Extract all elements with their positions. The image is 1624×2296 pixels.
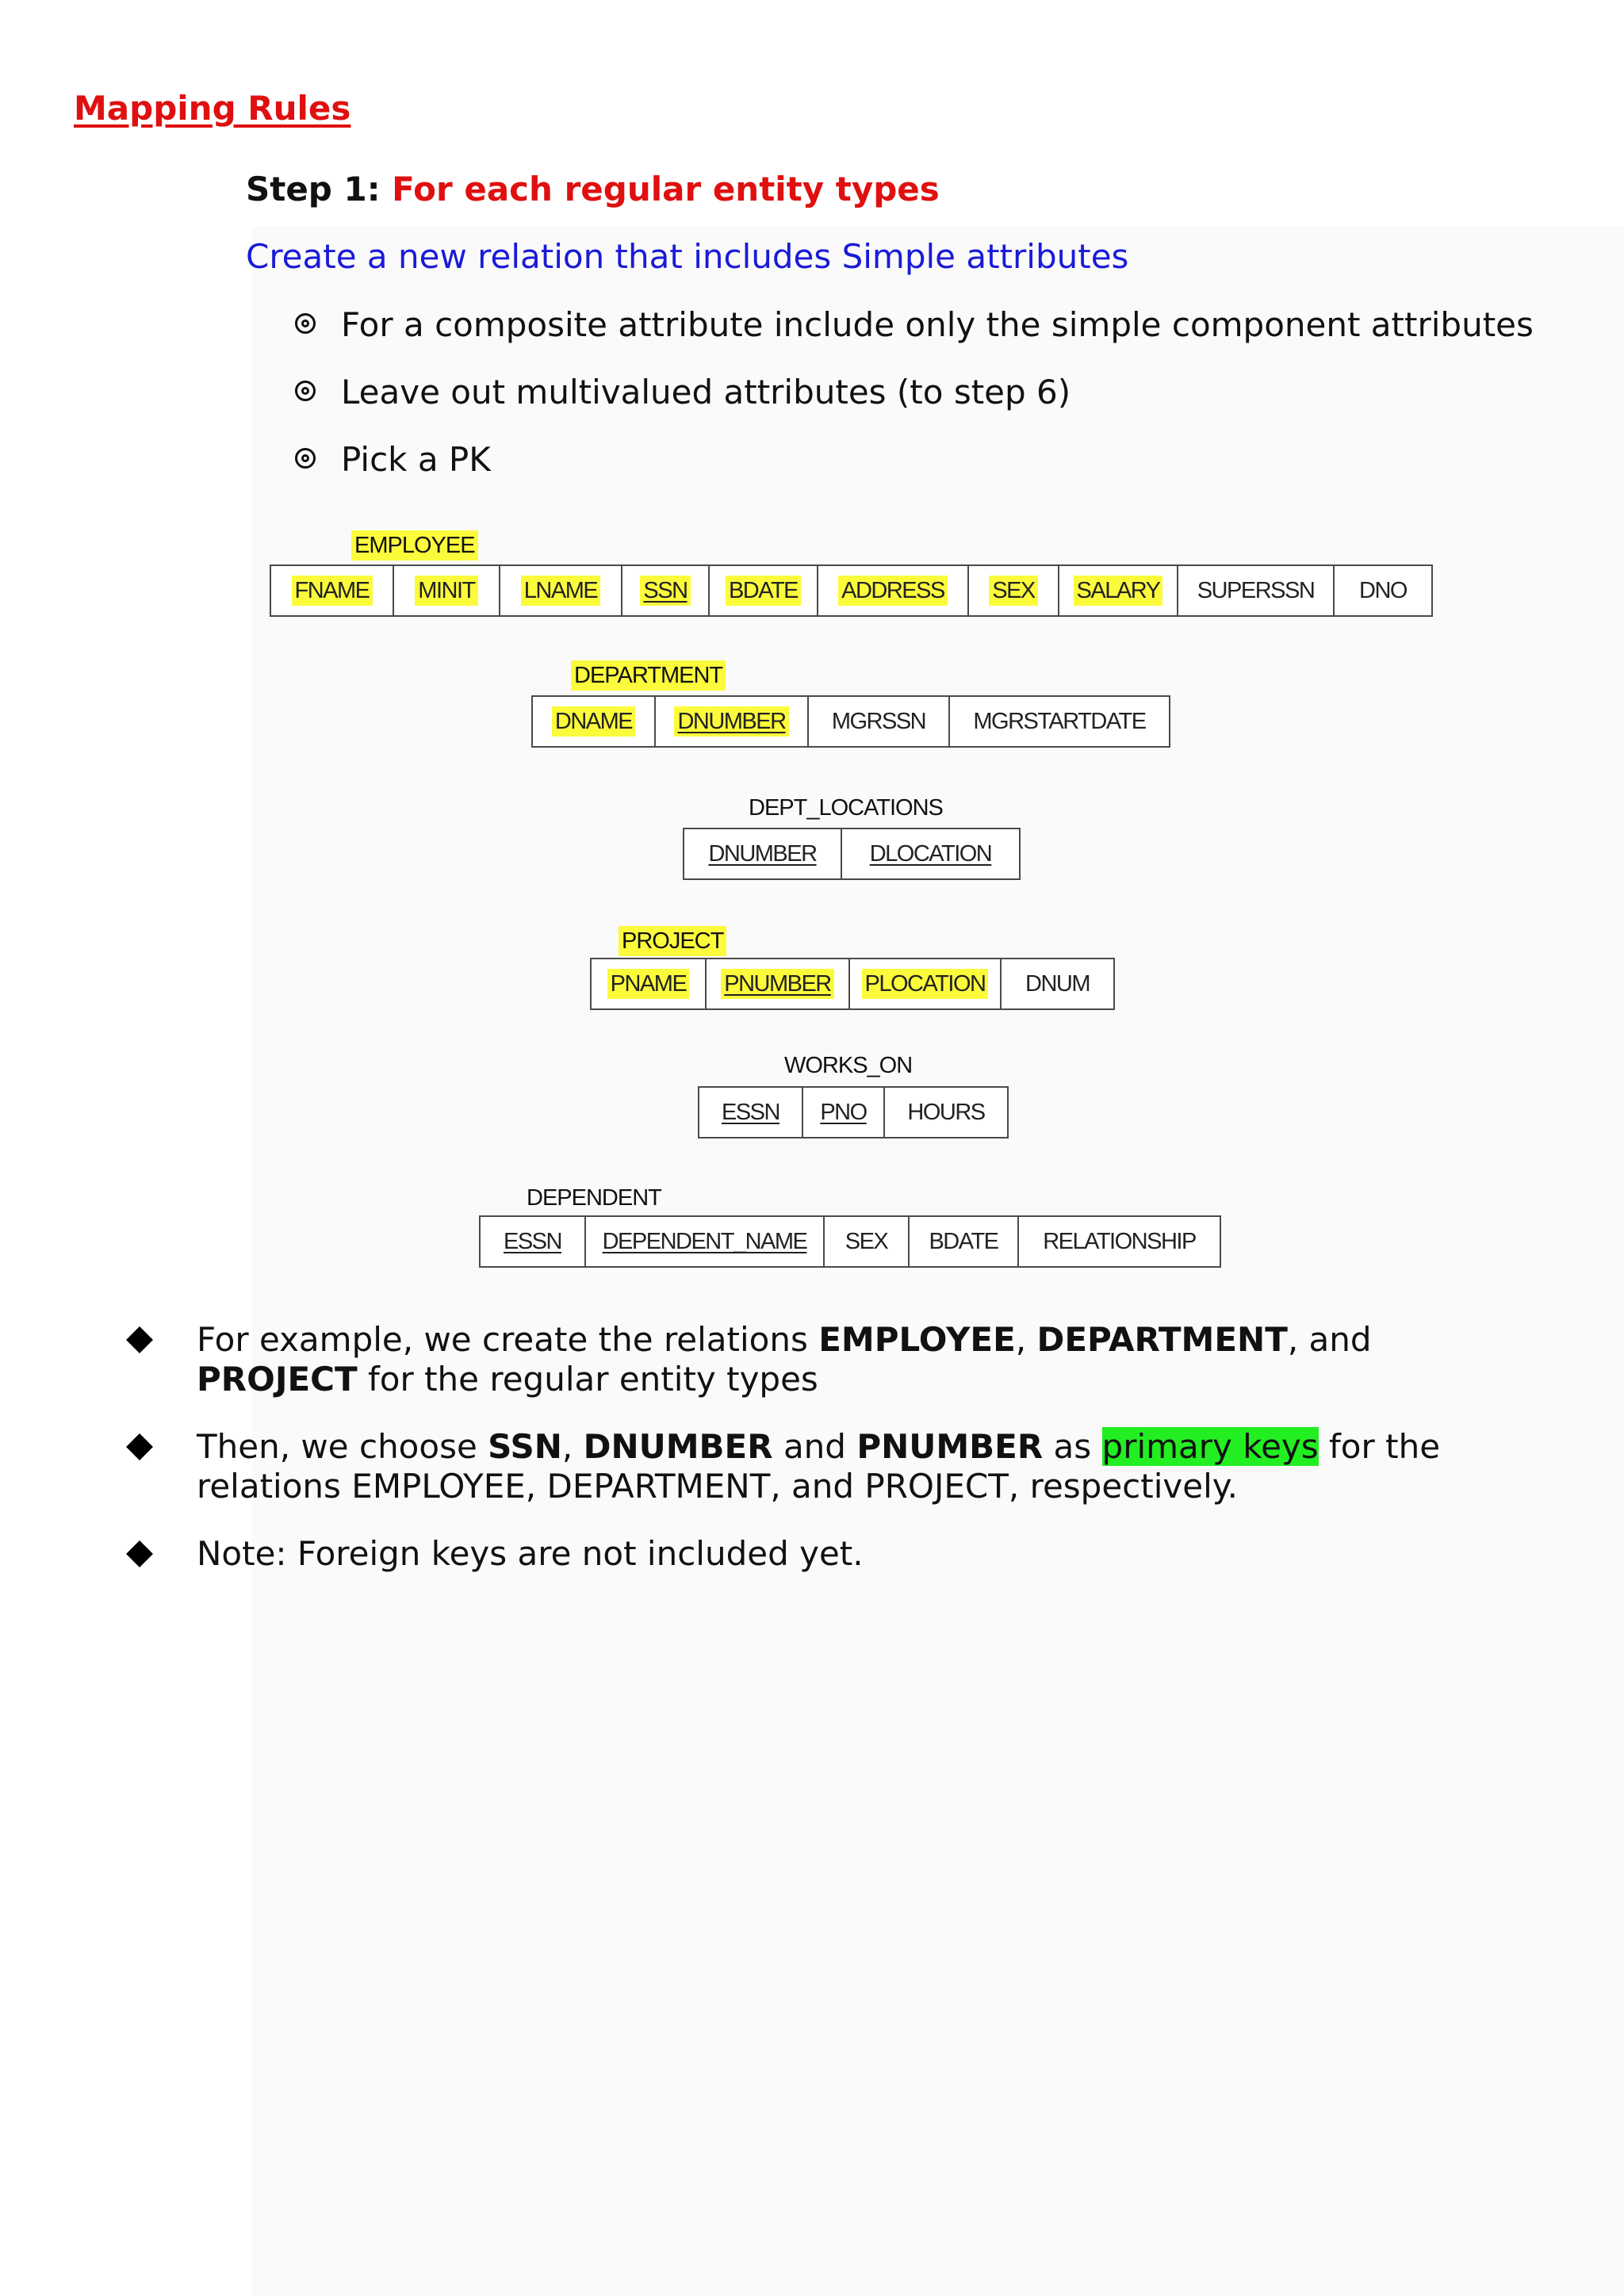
attribute-cell (699, 1088, 802, 1137)
attribute-cell (848, 959, 1000, 1008)
step-description: Create a new relation that includes Simple attributes (246, 237, 1129, 276)
attribute-label: ESSN (722, 1100, 779, 1125)
rule-text: For a composite attribute include only the simple component attributes (341, 305, 1534, 344)
bold-term: PNUMBER (856, 1427, 1044, 1466)
attribute-label: SEX (989, 576, 1038, 606)
diamond-bullet-icon (126, 1326, 153, 1353)
bold-term: SSN (488, 1427, 562, 1466)
text-fragment: , (561, 1427, 584, 1466)
attribute-cell (1177, 566, 1333, 615)
attribute-label: DNAME (552, 706, 635, 737)
text-fragment: , and (1287, 1320, 1372, 1359)
diamond-bullet-icon (126, 1433, 153, 1460)
dependent-relation-table (479, 1215, 1221, 1268)
highlighted-term: primary keys (1101, 1427, 1319, 1466)
attribute-cell (684, 829, 841, 878)
attribute-label: FNAME (292, 576, 373, 606)
attribute-cell (967, 566, 1058, 615)
dependent-relation-title: DEPENDENT (527, 1185, 661, 1211)
department-relation-table (531, 695, 1170, 748)
project-relation-title: PROJECT (619, 926, 726, 956)
attribute-cell (841, 829, 1019, 878)
attribute-label: BDATE (929, 1229, 998, 1254)
works-on-relation-title: WORKS_ON (784, 1053, 913, 1078)
project-relation-table (590, 958, 1115, 1010)
text-fragment: and (772, 1427, 857, 1466)
dept-locations-relation-table (683, 828, 1021, 880)
works-on-relation-table (698, 1086, 1009, 1138)
attribute-cell (393, 566, 499, 615)
text-fragment: For example, we create the relations (197, 1320, 819, 1359)
rule-text: Leave out multivalued attributes (to step 6) (341, 373, 1071, 411)
explanation-item (117, 1427, 1529, 1506)
attribute-label: SALARY (1074, 576, 1163, 606)
attribute-cell (481, 1217, 584, 1266)
attribute-cell (621, 566, 708, 615)
attribute-label: SUPERSSN (1197, 578, 1315, 603)
attribute-label: PLOCATION (862, 969, 989, 999)
attribute-label: DNO (1359, 578, 1407, 603)
attribute-cell (271, 566, 393, 615)
step-title: For each regular entity types (392, 170, 940, 209)
bold-term: PROJECT (197, 1360, 358, 1399)
attribute-label: ESSN (504, 1229, 561, 1254)
attribute-cell (1000, 959, 1113, 1008)
attribute-cell (817, 566, 967, 615)
rule-text: Pick a PK (341, 440, 491, 479)
attribute-label: MINIT (415, 576, 477, 606)
employee-relation-title: EMPLOYEE (351, 530, 478, 561)
attribute-cell (705, 959, 848, 1008)
text-fragment: , (1015, 1320, 1037, 1359)
explanation-item (117, 1320, 1529, 1399)
attribute-label: LNAME (521, 576, 600, 606)
page-heading: Mapping Rules (74, 89, 351, 128)
attribute-label: RELATIONSHIP (1043, 1229, 1196, 1254)
attribute-cell (883, 1088, 1007, 1137)
attribute-label: ADDRESS (838, 576, 948, 606)
attribute-label: PNO (820, 1100, 867, 1125)
attribute-cell (584, 1217, 823, 1266)
attribute-label: SSN (640, 576, 690, 606)
attribute-label: BDATE (726, 576, 801, 606)
attribute-cell (807, 697, 948, 746)
step-label: Step 1: (246, 170, 381, 209)
explanation-list (117, 1320, 1529, 1601)
attribute-label: SEX (845, 1229, 888, 1254)
attribute-cell (908, 1217, 1017, 1266)
attribute-cell (499, 566, 621, 615)
attribute-cell (948, 697, 1169, 746)
attribute-cell (1017, 1217, 1220, 1266)
explanation-item (117, 1534, 1529, 1574)
attribute-label: PNAME (607, 969, 690, 999)
attribute-cell (823, 1217, 908, 1266)
attribute-label: DEPENDENT_NAME (602, 1229, 807, 1254)
attribute-label: HOURS (907, 1100, 985, 1125)
attribute-label: DNUMBER (708, 841, 817, 867)
attribute-cell (708, 566, 817, 615)
attribute-cell (1058, 566, 1177, 615)
attribute-cell (592, 959, 705, 1008)
attribute-cell (654, 697, 807, 746)
text-fragment: as (1043, 1427, 1102, 1466)
bold-term: DNUMBER (583, 1427, 773, 1466)
attribute-label: MGRSSN (831, 709, 926, 734)
department-relation-title: DEPARTMENT (571, 660, 726, 691)
text-fragment: Note: Foreign keys are not included yet. (197, 1534, 864, 1573)
attribute-cell (533, 697, 654, 746)
bold-term: DEPARTMENT (1036, 1320, 1288, 1359)
attribute-cell (1333, 566, 1431, 615)
text-fragment: Then, we choose (197, 1427, 488, 1466)
bold-term: EMPLOYEE (818, 1320, 1016, 1359)
attribute-label: DNUM (1025, 971, 1090, 997)
attribute-label: MGRSTARTDATE (973, 709, 1146, 734)
employee-relation-table (270, 564, 1433, 617)
diamond-bullet-icon (126, 1540, 153, 1567)
text-fragment: for the relations EMPLOYEE, DEPARTMENT, and PROJECT, respectively. (197, 1427, 1441, 1506)
attribute-label: DLOCATION (869, 841, 992, 867)
attribute-label: PNUMBER (721, 969, 834, 999)
text-fragment: for the regular entity types (357, 1360, 818, 1399)
attribute-cell (802, 1088, 883, 1137)
attribute-label: DNUMBER (674, 706, 788, 737)
dept-locations-relation-title: DEPT_LOCATIONS (749, 795, 943, 821)
